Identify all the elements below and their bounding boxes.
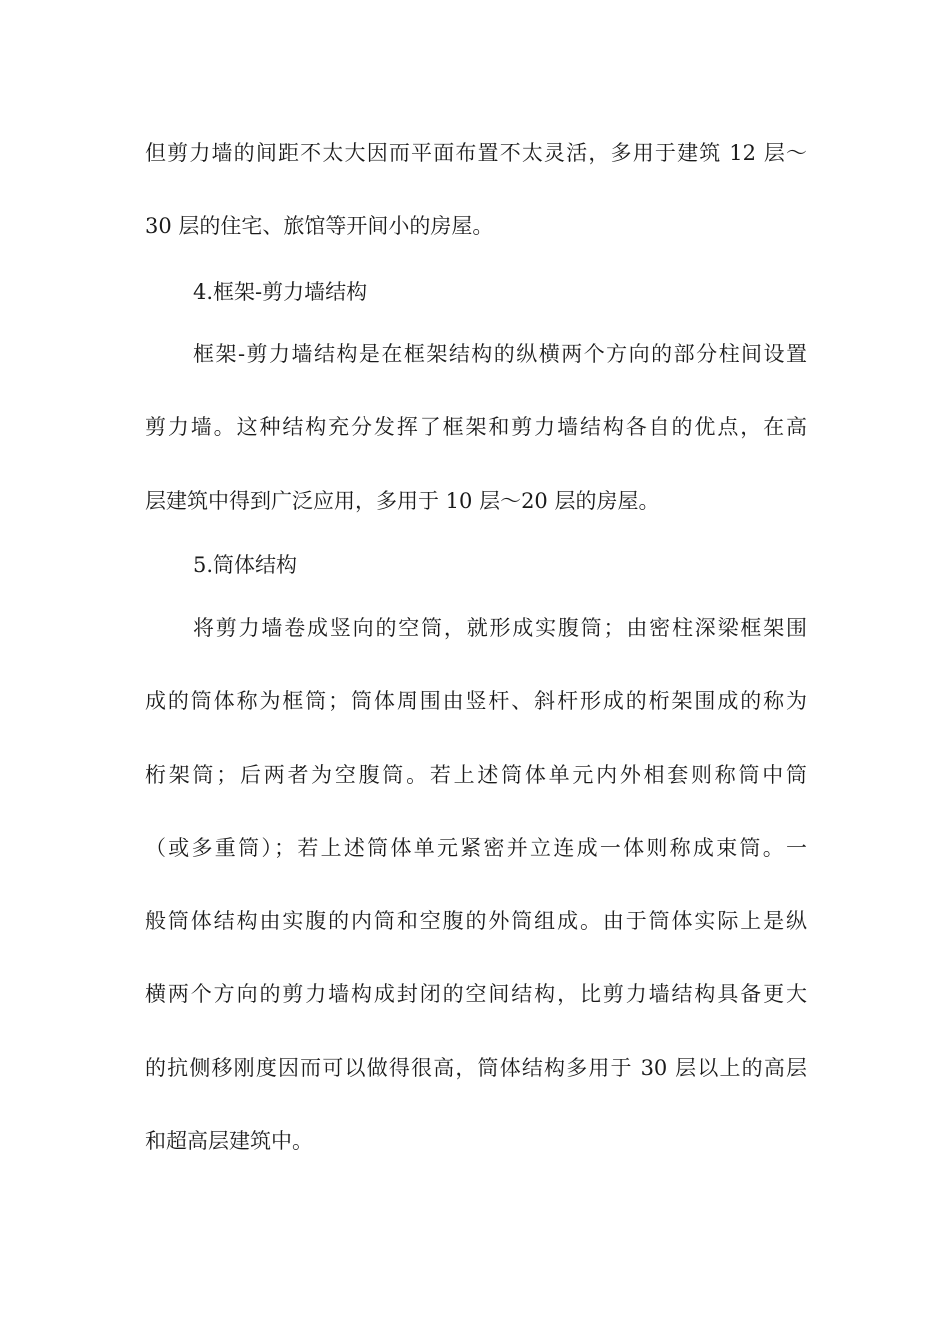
body-text-line: 般筒体结构由实腹的内筒和空腹的外筒组成。由于筒体实际上是纵 xyxy=(145,909,807,933)
body-text-line: 和超高层建筑中。 xyxy=(145,1129,313,1153)
body-text-line: 框架-剪力墙结构是在框架结构的纵横两个方向的部分柱间设置 xyxy=(193,342,807,366)
body-text-line: 剪力墙。这种结构充分发挥了框架和剪力墙结构各自的优点，在高 xyxy=(145,415,807,439)
section-heading: 4.框架-剪力墙结构 xyxy=(193,280,368,304)
body-text-line: 30 层的住宅、旅馆等开间小的房屋。 xyxy=(145,214,494,238)
body-text-line: 成的筒体称为框筒；筒体周围由竖杆、斜杆形成的桁架围成的称为 xyxy=(145,689,807,713)
body-text-line: 桁架筒；后两者为空腹筒。若上述筒体单元内外相套则称筒中筒 xyxy=(145,763,807,787)
body-text-line: 的抗侧移刚度因而可以做得很高，筒体结构多用于 30 层以上的高层 xyxy=(145,1056,807,1080)
body-text-line: 将剪力墙卷成竖向的空筒，就形成实腹筒；由密柱深梁框架围 xyxy=(193,616,807,640)
body-text-line: （或多重筒）；若上述筒体单元紧密并立连成一体则称成束筒。一 xyxy=(145,836,807,860)
body-text-line: 横两个方向的剪力墙构成封闭的空间结构，比剪力墙结构具备更大 xyxy=(145,982,807,1006)
section-heading: 5.筒体结构 xyxy=(193,553,298,577)
body-text-line: 层建筑中得到广泛应用，多用于 10 层～20 层的房屋。 xyxy=(145,489,660,513)
body-text-line: 但剪力墙的间距不太大因而平面布置不太灵活，多用于建筑 12 层～ xyxy=(145,141,807,165)
